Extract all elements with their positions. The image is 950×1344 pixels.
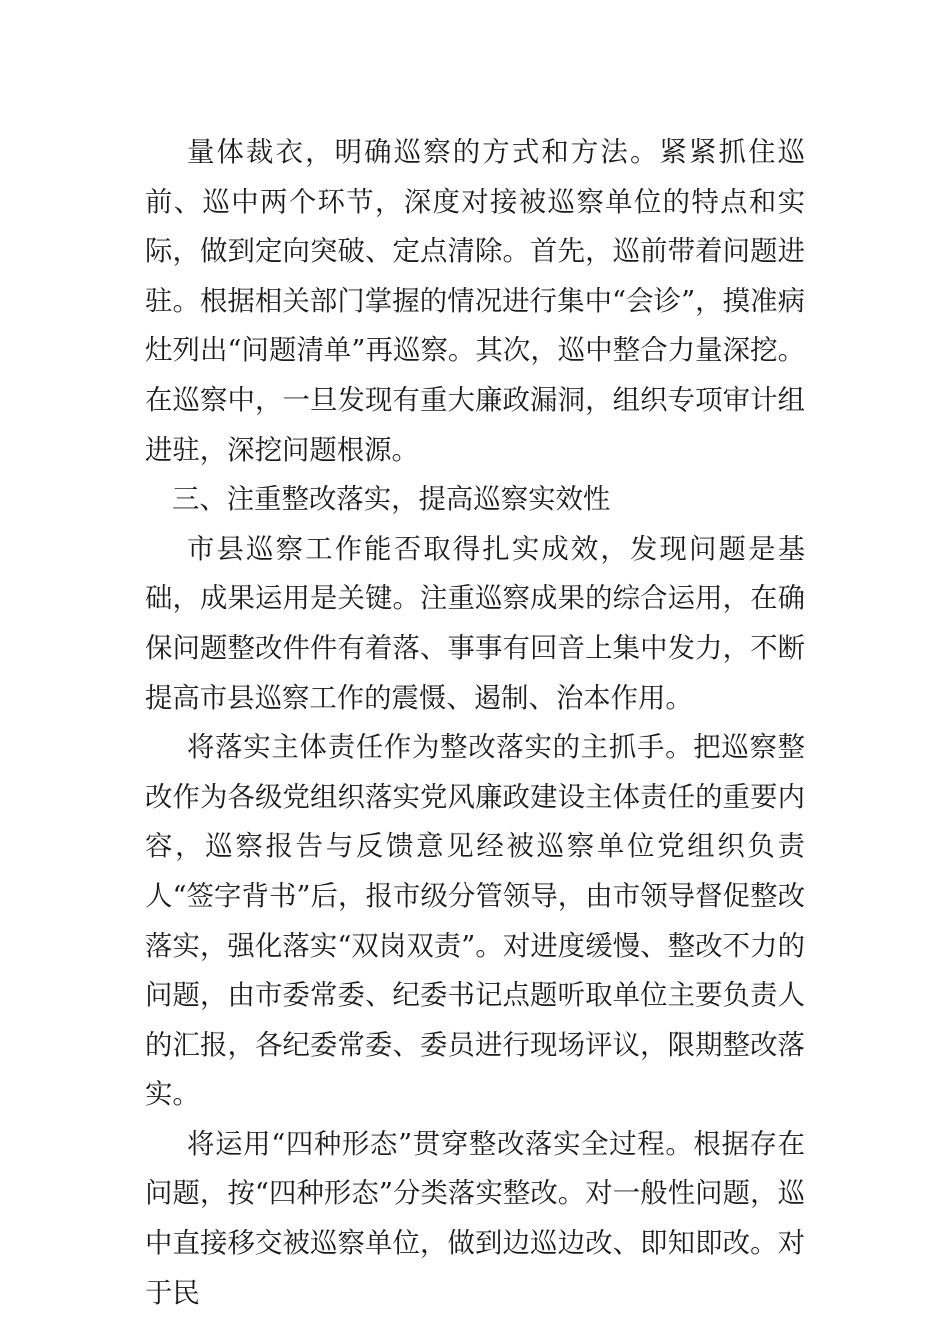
document-page — [145, 128, 805, 1318]
paragraph: 市县巡察工作能否取得扎实成效，发现问题是基础，成果运用是关键。注重巡察成果的综合运用，在确保问题整改件件有着落、事事有回音上集中发力，不断提高市县巡察工作的震慑、遏制、治本作用。 — [145, 533, 805, 714]
paragraph: 将运用“四种形态”贯穿整改落实全过程。根据存在问题，按“四种形态”分类落实整改。对一般性问题，巡中直接移交被巡察单位，做到边巡边改、即知即改。对于民 — [145, 1128, 805, 1309]
paragraph-continued: 量体裁衣，明确巡察的方式和方法。紧紧抓住巡前、巡中两个环节，深度对接被巡察单位的特点和实际，做到定向突破、定点清除。首先，巡前带着问题进驻。根据相关部门掌握的情况进行集中“会诊”，摸准病灶列出“问题清单”再巡察。其次，巡中整合力量深挖。在巡察中，一旦发现有重大廉政漏洞，组织专项审计组进驻，深挖问题根源。 — [145, 137, 805, 466]
section-heading: 三、注重整改落实，提高巡察实效性 — [172, 484, 611, 516]
paragraph: 将落实主体责任作为整改落实的主抓手。把巡察整改作为各级党组织落实党风廉政建设主体责任的重要内容，巡察报告与反馈意见经被巡察单位党组织负责人“签字背书”后，报市级分管领导，由市领导督促整改落实，强化落实“双岗双责”。对进度缓慢、整改不力的问题，由市委常委、纪委书记点题听取单位主要负责人的汇报，各纪委常委、委员进行现场评议，限期整改落实。 — [145, 732, 805, 1111]
